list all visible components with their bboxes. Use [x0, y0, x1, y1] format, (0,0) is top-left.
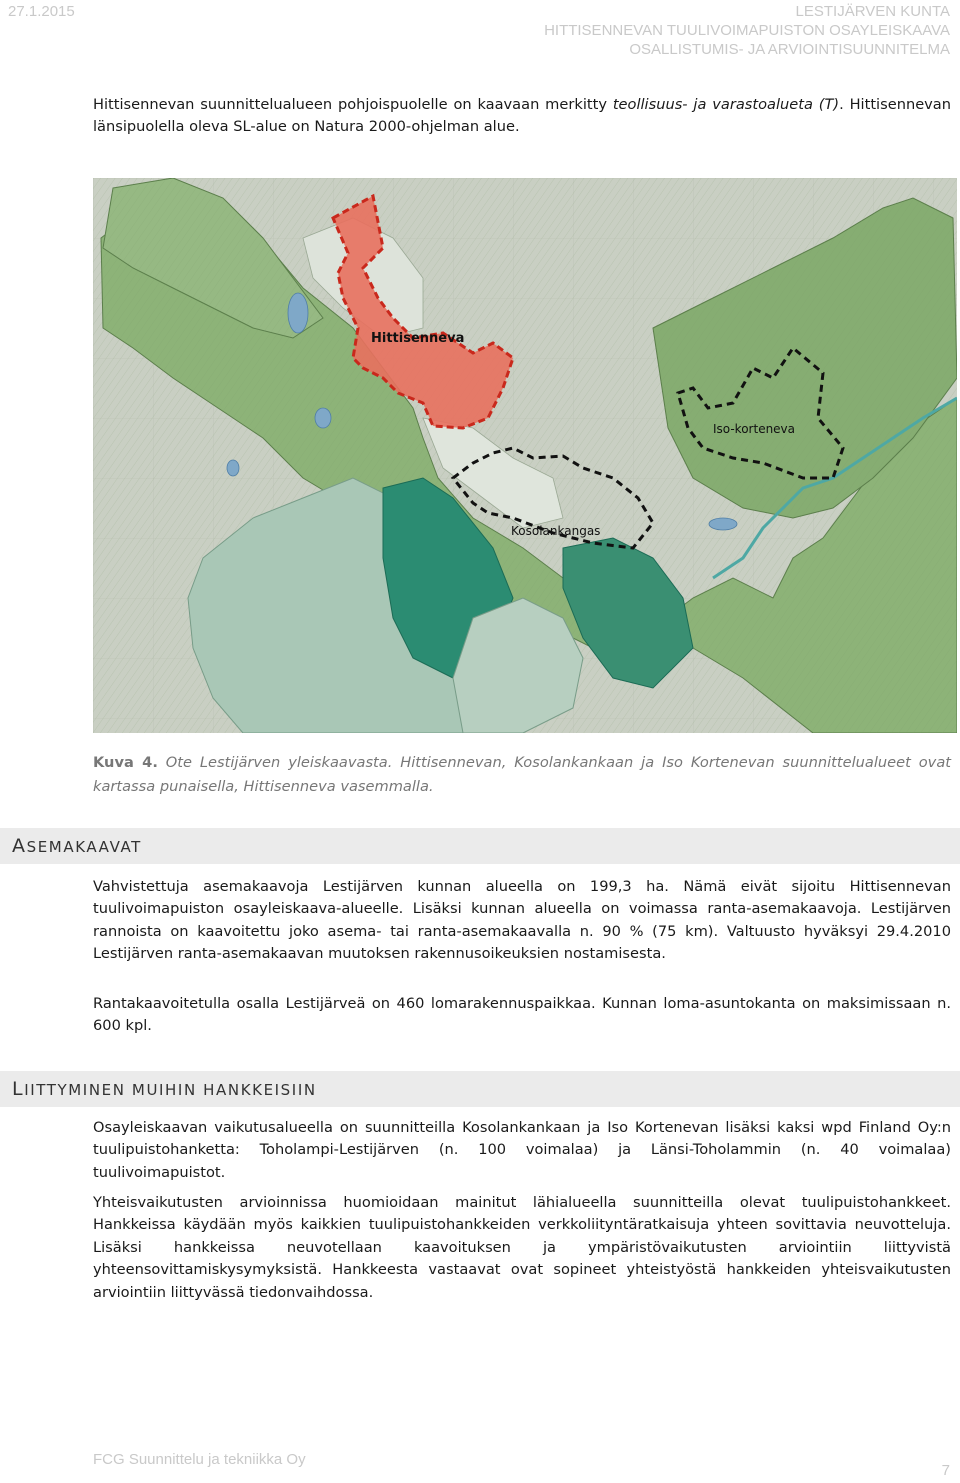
map-label-kosolankangas: Kosolankangas	[511, 524, 601, 538]
page-number: 7	[941, 1462, 950, 1479]
map-lake	[709, 518, 737, 530]
intro-italic: teollisuus- ja varastoalueta (T)	[612, 96, 840, 113]
header-municipality: LESTIJÄRVEN KUNTA	[795, 3, 950, 20]
section-title	[12, 1078, 317, 1100]
header-project: HITTISENNEVAN TUULIVOIMAPUISTON OSAYLEISKAAVA	[544, 22, 950, 39]
intro-text-before: Hittisennevan suunnittelualueen pohjoispuolelle on kaavaan merkitty	[93, 96, 613, 113]
figure-caption-label: Kuva 4.	[93, 754, 158, 771]
section-title-initial: A	[12, 835, 27, 857]
section-title-rest: SEMAKAAVAT	[26, 838, 142, 856]
section-heading-liittyminen	[0, 1071, 960, 1107]
asemakaavat-paragraph-2: Rantakaavoitetulla osalla Lestijärveä on 460 lomarakennuspaikkaa. Kunnan loma-asuntokanta on maksimissaan n. 600 kpl.	[93, 995, 951, 1035]
intro-text-after: . Hittisennevan länsipuolella oleva SL-alue on Natura 2000-ohjelman alue.	[93, 96, 951, 136]
map-lake	[288, 293, 308, 333]
figure-caption-text: Ote Lestijärven yleiskaavasta. Hittisennevan, Kosolankankaan ja Iso Kortenevan suunnittelualueet ovat kartassa punaisella, Hittisenneva vasemmalla.	[93, 754, 951, 795]
map-pale-area-south	[453, 598, 583, 733]
section-title-rest: IITTYMINEN MUIHIN HANKKEISIIN	[24, 1081, 317, 1099]
map-label-iso-korteneva: Iso-korteneva	[713, 422, 796, 436]
section-title-initial: L	[12, 1078, 25, 1100]
map-lake	[315, 408, 331, 428]
map-label-hittisenneva: Hittisenneva	[371, 331, 465, 346]
section-heading-asemakaavat	[0, 828, 960, 864]
figure-caption	[93, 751, 951, 799]
map-lake	[227, 460, 239, 476]
zoning-map-photo	[93, 178, 957, 733]
header-date: 27.1.2015	[8, 3, 75, 20]
section-title	[12, 835, 142, 857]
liittyminen-paragraph-2: Yhteisvaikutusten arvioinnissa huomioidaan mainitut lähialueella suunnitteilla olevat tuulipuistohankkeet. Hankkeissa käydään myös kaikkien tuulipuistohankkeiden verkkoliityntäratkaisuja yhteen sovittavia neuvotteluja. Lisäksi hankkeissa neuvotellaan kaavoituksen ja ympäristövaikutusten arviointiin liittyvistä yhteensovittamiskysymyksistä. Hankkeesta vastaavat ovat sopineet yhteistyöstä hankkeiden yhteisvaikutusten arviointiin liittyvässä tiedonvaihdossa.	[93, 1194, 951, 1301]
liittyminen-paragraph-1: Osayleiskaavan vaikutusalueella on suunnitteilla Kosolankankaan ja Iso Kortenevan lisäksi kaksi wpd Finland Oy:n tuulipuistohanketta: Toholampi-Lestijärven (n. 100 voimalaa) ja Länsi-Toholammin (n. 40 voimalaa) tuulivoimapuistot.	[93, 1119, 951, 1181]
header-document-type: OSALLISTUMIS- JA ARVIOINTISUUNNITELMA	[629, 41, 950, 58]
asemakaavat-paragraph-1: Vahvistettuja asemakaavoja Lestijärven kunnan alueella on 199,3 ha. Nämä eivät sijoitu Hittisennevan tuulivoimapuiston osayleiskaava-alueelle. Lisäksi kunnan alueella on voimassa ranta-asemakaavoja. Lestijärven rannoista on kaavoitettu joko asema- tai ranta-asemakaavalla n. 90 % (75 km). Valtuusto hyväksyi 29.4.2010 Lestijärven ranta-asemakaavan muutoksen rakennusoikeuksien nostamisesta.	[93, 878, 951, 963]
intro-paragraph	[93, 94, 951, 139]
header-titles	[544, 2, 950, 59]
footer-company: FCG Suunnittelu ja tekniikka Oy	[93, 1451, 306, 1468]
